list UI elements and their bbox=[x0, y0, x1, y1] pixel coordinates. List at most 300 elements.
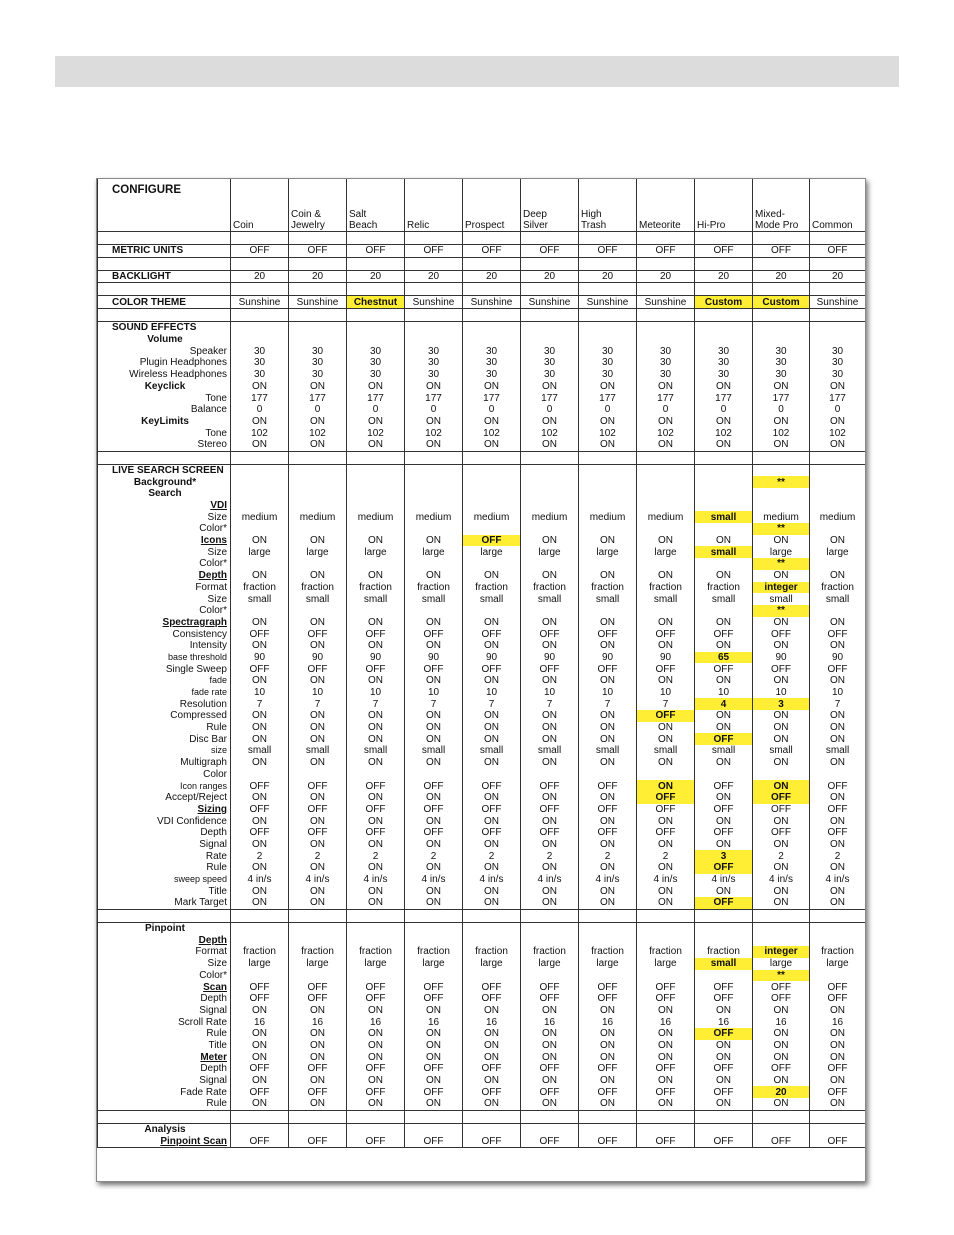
setting-cell bbox=[695, 464, 753, 476]
setting-cell: OFF bbox=[753, 663, 810, 675]
table-row bbox=[98, 885, 866, 897]
setting-cell: ON bbox=[753, 1051, 810, 1063]
setting-cell: 2 bbox=[463, 850, 521, 862]
setting-cell bbox=[405, 523, 463, 535]
row-label: KeyLimits bbox=[98, 416, 231, 428]
setting-cell bbox=[289, 257, 347, 270]
row-label: base threshold bbox=[98, 652, 231, 664]
setting-cell: large bbox=[463, 958, 521, 970]
setting-cell: 20 bbox=[521, 270, 579, 283]
setting-cell: 102 bbox=[753, 427, 810, 439]
column-header: Relic bbox=[405, 179, 463, 232]
setting-cell: OFF bbox=[289, 628, 347, 640]
setting-cell: ON bbox=[637, 1040, 695, 1052]
setting-cell: ON bbox=[231, 416, 289, 428]
setting-cell: ON bbox=[231, 1005, 289, 1017]
setting-cell: fraction bbox=[463, 582, 521, 594]
setting-cell: ON bbox=[347, 675, 405, 687]
row-label bbox=[98, 232, 231, 245]
setting-cell bbox=[753, 1123, 810, 1135]
setting-cell: 16 bbox=[695, 1016, 753, 1028]
setting-cell: ON bbox=[753, 885, 810, 897]
setting-cell: ON bbox=[579, 1075, 637, 1087]
setting-cell: fraction bbox=[637, 582, 695, 594]
row-label: Disc Bar bbox=[98, 733, 231, 745]
setting-cell: 0 bbox=[463, 404, 521, 416]
setting-cell bbox=[231, 769, 289, 781]
setting-cell: ON bbox=[579, 862, 637, 874]
row-label: Fade Rate bbox=[98, 1086, 231, 1098]
setting-cell: 30 bbox=[347, 369, 405, 381]
setting-cell: ON bbox=[695, 1051, 753, 1063]
setting-cell: ON bbox=[231, 792, 289, 804]
setting-cell: medium bbox=[810, 511, 866, 523]
setting-cell: OFF bbox=[695, 981, 753, 993]
setting-cell: small bbox=[695, 546, 753, 558]
setting-cell: small bbox=[405, 745, 463, 757]
setting-cell: ON bbox=[405, 640, 463, 652]
setting-cell: 10 bbox=[231, 687, 289, 699]
setting-cell: ON bbox=[289, 1075, 347, 1087]
setting-cell bbox=[810, 309, 866, 322]
setting-cell: ON bbox=[753, 1040, 810, 1052]
setting-cell bbox=[521, 322, 579, 334]
setting-cell: ON bbox=[810, 1040, 866, 1052]
table-row bbox=[98, 369, 866, 381]
setting-cell bbox=[347, 558, 405, 570]
setting-cell: ON bbox=[753, 381, 810, 393]
setting-cell: ON bbox=[231, 617, 289, 629]
setting-cell bbox=[347, 322, 405, 334]
setting-cell: OFF bbox=[695, 897, 753, 909]
setting-cell: ON bbox=[347, 617, 405, 629]
setting-cell: OFF bbox=[810, 993, 866, 1005]
setting-cell: OFF bbox=[405, 827, 463, 839]
setting-cell: 10 bbox=[463, 687, 521, 699]
row-label: Depth bbox=[98, 827, 231, 839]
row-label: Plugin Headphones bbox=[98, 357, 231, 369]
row-label: Title bbox=[98, 885, 231, 897]
row-label: Rule bbox=[98, 1098, 231, 1110]
setting-cell: ON bbox=[231, 885, 289, 897]
setting-cell bbox=[347, 476, 405, 488]
setting-cell bbox=[231, 322, 289, 334]
setting-cell bbox=[637, 1123, 695, 1135]
setting-cell: ON bbox=[289, 439, 347, 451]
setting-cell: ON bbox=[810, 535, 866, 547]
table-row bbox=[98, 1086, 866, 1098]
table-row bbox=[98, 617, 866, 629]
setting-cell: ON bbox=[810, 439, 866, 451]
table-row bbox=[98, 757, 866, 769]
setting-cell: 4 in/s bbox=[521, 874, 579, 886]
settings-grid bbox=[97, 179, 866, 1148]
setting-cell bbox=[521, 257, 579, 270]
setting-cell: OFF bbox=[347, 245, 405, 258]
setting-cell: ON bbox=[463, 792, 521, 804]
setting-cell: OFF bbox=[753, 1135, 810, 1147]
setting-cell: 0 bbox=[405, 404, 463, 416]
setting-cell bbox=[289, 322, 347, 334]
setting-cell: OFF bbox=[637, 792, 695, 804]
setting-cell: OFF bbox=[695, 733, 753, 745]
setting-cell: ON bbox=[405, 439, 463, 451]
setting-cell: small bbox=[695, 511, 753, 523]
setting-cell: ON bbox=[810, 897, 866, 909]
setting-cell bbox=[810, 934, 866, 946]
setting-cell: ON bbox=[579, 897, 637, 909]
row-label: Color bbox=[98, 769, 231, 781]
table-row bbox=[98, 535, 866, 547]
setting-cell: integer bbox=[753, 582, 810, 594]
setting-cell: 30 bbox=[579, 345, 637, 357]
row-label: Title bbox=[98, 1040, 231, 1052]
setting-cell bbox=[289, 232, 347, 245]
table-row bbox=[98, 593, 866, 605]
setting-cell: small bbox=[231, 593, 289, 605]
setting-cell bbox=[231, 257, 289, 270]
setting-cell: small bbox=[637, 745, 695, 757]
setting-cell bbox=[231, 451, 289, 464]
table-row bbox=[98, 523, 866, 535]
setting-cell: 102 bbox=[810, 427, 866, 439]
setting-cell: 20 bbox=[810, 270, 866, 283]
row-label: LIVE SEARCH SCREEN bbox=[98, 464, 231, 476]
setting-cell: small bbox=[521, 745, 579, 757]
setting-cell: large bbox=[289, 958, 347, 970]
setting-cell: small bbox=[753, 745, 810, 757]
setting-cell: ON bbox=[405, 1028, 463, 1040]
setting-cell bbox=[405, 257, 463, 270]
setting-cell: OFF bbox=[463, 1135, 521, 1147]
setting-cell: OFF bbox=[289, 245, 347, 258]
setting-cell: OFF bbox=[347, 1135, 405, 1147]
setting-cell bbox=[810, 322, 866, 334]
row-label bbox=[98, 283, 231, 296]
setting-cell bbox=[289, 970, 347, 982]
setting-cell: ON bbox=[463, 640, 521, 652]
setting-cell: OFF bbox=[637, 993, 695, 1005]
setting-cell: 177 bbox=[347, 392, 405, 404]
setting-cell: OFF bbox=[347, 993, 405, 1005]
setting-cell: ON bbox=[347, 439, 405, 451]
setting-cell bbox=[347, 309, 405, 322]
setting-cell: ON bbox=[753, 1028, 810, 1040]
setting-cell: OFF bbox=[695, 1063, 753, 1075]
setting-cell: 2 bbox=[289, 850, 347, 862]
setting-cell: ON bbox=[810, 570, 866, 582]
setting-cell: ON bbox=[810, 885, 866, 897]
setting-cell bbox=[405, 334, 463, 346]
setting-cell bbox=[579, 283, 637, 296]
setting-cell: small bbox=[347, 745, 405, 757]
setting-cell: ON bbox=[637, 675, 695, 687]
setting-cell bbox=[463, 922, 521, 934]
setting-cell: OFF bbox=[810, 827, 866, 839]
setting-cell: 177 bbox=[405, 392, 463, 404]
setting-cell bbox=[405, 922, 463, 934]
setting-cell: ON bbox=[521, 897, 579, 909]
setting-cell: OFF bbox=[753, 245, 810, 258]
table-row bbox=[98, 640, 866, 652]
setting-cell: ON bbox=[810, 757, 866, 769]
setting-cell: OFF bbox=[463, 993, 521, 1005]
table-row bbox=[98, 570, 866, 582]
setting-cell: ON bbox=[289, 839, 347, 851]
setting-cell: ON bbox=[231, 675, 289, 687]
setting-cell: 16 bbox=[521, 1016, 579, 1028]
setting-cell: ON bbox=[695, 722, 753, 734]
setting-cell: 4 in/s bbox=[463, 874, 521, 886]
setting-cell: 90 bbox=[753, 652, 810, 664]
setting-cell: OFF bbox=[463, 1086, 521, 1098]
setting-cell: ON bbox=[521, 710, 579, 722]
setting-cell: 30 bbox=[289, 345, 347, 357]
row-label: Single Sweep bbox=[98, 663, 231, 675]
setting-cell bbox=[347, 922, 405, 934]
setting-cell: OFF bbox=[695, 245, 753, 258]
setting-cell: Sunshine bbox=[579, 296, 637, 309]
setting-cell: OFF bbox=[695, 780, 753, 792]
row-label: Scan bbox=[98, 981, 231, 993]
setting-cell: integer bbox=[753, 946, 810, 958]
setting-cell: large bbox=[289, 546, 347, 558]
setting-cell bbox=[521, 334, 579, 346]
setting-cell: 30 bbox=[405, 345, 463, 357]
setting-cell bbox=[347, 451, 405, 464]
setting-cell: fraction bbox=[637, 946, 695, 958]
setting-cell: OFF bbox=[753, 981, 810, 993]
setting-cell bbox=[405, 1110, 463, 1123]
setting-cell bbox=[463, 909, 521, 922]
setting-cell: ON bbox=[579, 885, 637, 897]
setting-cell: 7 bbox=[463, 698, 521, 710]
setting-cell bbox=[579, 934, 637, 946]
setting-cell bbox=[637, 322, 695, 334]
setting-cell: OFF bbox=[810, 804, 866, 816]
row-label: Pinpoint Scan bbox=[98, 1135, 231, 1147]
setting-cell: 177 bbox=[231, 392, 289, 404]
row-label bbox=[98, 309, 231, 322]
setting-cell: 30 bbox=[579, 357, 637, 369]
setting-cell: OFF bbox=[521, 780, 579, 792]
spacer-row bbox=[98, 257, 866, 270]
setting-cell: ON bbox=[753, 733, 810, 745]
setting-cell: ON bbox=[579, 733, 637, 745]
table-row bbox=[98, 558, 866, 570]
setting-cell: ON bbox=[289, 1098, 347, 1110]
setting-cell: ON bbox=[521, 885, 579, 897]
setting-cell: ON bbox=[753, 839, 810, 851]
setting-cell bbox=[521, 476, 579, 488]
setting-cell bbox=[231, 476, 289, 488]
setting-cell bbox=[579, 322, 637, 334]
setting-cell: OFF bbox=[637, 663, 695, 675]
setting-cell: ON bbox=[405, 792, 463, 804]
setting-cell bbox=[463, 283, 521, 296]
row-label: sweep speed bbox=[98, 874, 231, 886]
setting-cell bbox=[810, 283, 866, 296]
setting-cell: 10 bbox=[810, 687, 866, 699]
setting-cell: OFF bbox=[810, 780, 866, 792]
row-label: Search bbox=[98, 488, 231, 500]
setting-cell: small bbox=[579, 745, 637, 757]
setting-cell: OFF bbox=[637, 1063, 695, 1075]
setting-cell bbox=[347, 970, 405, 982]
setting-cell bbox=[521, 488, 579, 500]
setting-cell: OFF bbox=[637, 804, 695, 816]
setting-cell: OFF bbox=[463, 245, 521, 258]
setting-cell: ON bbox=[579, 792, 637, 804]
setting-cell: ON bbox=[231, 640, 289, 652]
setting-cell: 20 bbox=[405, 270, 463, 283]
row-label: Scroll Rate bbox=[98, 1016, 231, 1028]
setting-cell bbox=[637, 605, 695, 617]
setting-cell: ON bbox=[231, 1051, 289, 1063]
setting-cell: 177 bbox=[753, 392, 810, 404]
setting-cell bbox=[521, 523, 579, 535]
setting-cell: OFF bbox=[347, 1063, 405, 1075]
setting-cell: OFF bbox=[579, 780, 637, 792]
setting-cell bbox=[579, 500, 637, 512]
setting-cell: large bbox=[637, 958, 695, 970]
setting-cell: ON bbox=[405, 570, 463, 582]
setting-cell: fraction bbox=[695, 946, 753, 958]
spacer-row bbox=[98, 309, 866, 322]
setting-cell: 177 bbox=[695, 392, 753, 404]
setting-cell: 102 bbox=[463, 427, 521, 439]
setting-cell: ON bbox=[231, 1098, 289, 1110]
setting-cell: ON bbox=[810, 1028, 866, 1040]
table-row bbox=[98, 427, 866, 439]
row-label: Color* bbox=[98, 558, 231, 570]
setting-cell bbox=[347, 232, 405, 245]
setting-cell: small bbox=[695, 958, 753, 970]
row-label: Tone bbox=[98, 427, 231, 439]
table-row bbox=[98, 874, 866, 886]
row-label: Format bbox=[98, 582, 231, 594]
setting-cell: ON bbox=[753, 780, 810, 792]
table-row bbox=[98, 839, 866, 851]
row-label: SOUND EFFECTS bbox=[98, 322, 231, 334]
setting-cell: 90 bbox=[347, 652, 405, 664]
setting-cell: OFF bbox=[405, 780, 463, 792]
row-label: Signal bbox=[98, 839, 231, 851]
setting-cell bbox=[637, 451, 695, 464]
setting-cell: OFF bbox=[637, 628, 695, 640]
setting-cell: 4 in/s bbox=[289, 874, 347, 886]
setting-cell: 30 bbox=[579, 369, 637, 381]
setting-cell: ON bbox=[463, 1005, 521, 1017]
row-label: Tone bbox=[98, 392, 231, 404]
setting-cell bbox=[463, 476, 521, 488]
setting-cell: ON bbox=[289, 381, 347, 393]
setting-cell: OFF bbox=[405, 993, 463, 1005]
setting-cell: 0 bbox=[810, 404, 866, 416]
setting-cell bbox=[695, 334, 753, 346]
row-label: Size bbox=[98, 511, 231, 523]
setting-cell: large bbox=[347, 958, 405, 970]
setting-cell bbox=[405, 909, 463, 922]
setting-cell: ON bbox=[347, 722, 405, 734]
row-label: VDI bbox=[98, 500, 231, 512]
setting-cell: small bbox=[695, 745, 753, 757]
setting-cell: 16 bbox=[810, 1016, 866, 1028]
setting-cell: small bbox=[753, 593, 810, 605]
setting-cell: OFF bbox=[231, 245, 289, 258]
setting-cell bbox=[579, 909, 637, 922]
setting-cell: medium bbox=[405, 511, 463, 523]
setting-cell: ON bbox=[405, 839, 463, 851]
setting-cell: fraction bbox=[810, 582, 866, 594]
table-row bbox=[98, 922, 866, 934]
setting-cell: 30 bbox=[405, 369, 463, 381]
setting-cell: ON bbox=[753, 675, 810, 687]
setting-cell: Sunshine bbox=[810, 296, 866, 309]
setting-cell bbox=[347, 1110, 405, 1123]
setting-cell bbox=[521, 283, 579, 296]
setting-cell: ON bbox=[231, 1075, 289, 1087]
setting-cell: fraction bbox=[347, 582, 405, 594]
table-row bbox=[98, 827, 866, 839]
setting-cell bbox=[695, 309, 753, 322]
setting-cell: 90 bbox=[810, 652, 866, 664]
setting-cell: ON bbox=[289, 1005, 347, 1017]
setting-cell: medium bbox=[289, 511, 347, 523]
row-label: Icon ranges bbox=[98, 780, 231, 792]
setting-cell: 10 bbox=[753, 687, 810, 699]
row-label: Rule bbox=[98, 1028, 231, 1040]
setting-cell: ON bbox=[810, 640, 866, 652]
setting-cell: OFF bbox=[463, 780, 521, 792]
setting-cell: 30 bbox=[231, 357, 289, 369]
setting-cell: fraction bbox=[289, 582, 347, 594]
setting-cell: ON bbox=[637, 1098, 695, 1110]
row-label: Speaker bbox=[98, 345, 231, 357]
setting-cell: ON bbox=[521, 570, 579, 582]
setting-cell: large bbox=[810, 546, 866, 558]
setting-cell bbox=[463, 970, 521, 982]
setting-cell bbox=[347, 1123, 405, 1135]
setting-cell: fraction bbox=[231, 582, 289, 594]
setting-cell: ON bbox=[405, 1098, 463, 1110]
row-label: Rule bbox=[98, 862, 231, 874]
setting-cell: 20 bbox=[753, 1086, 810, 1098]
setting-cell: Sunshine bbox=[463, 296, 521, 309]
setting-cell: 90 bbox=[521, 652, 579, 664]
setting-cell: 102 bbox=[695, 427, 753, 439]
setting-cell: 7 bbox=[347, 698, 405, 710]
setting-cell: ON bbox=[521, 757, 579, 769]
spacer-row bbox=[98, 451, 866, 464]
setting-cell: 10 bbox=[521, 687, 579, 699]
setting-cell: ON bbox=[695, 792, 753, 804]
setting-cell: OFF bbox=[695, 993, 753, 1005]
setting-cell: Custom bbox=[753, 296, 810, 309]
setting-cell: 20 bbox=[347, 270, 405, 283]
setting-cell: 65 bbox=[695, 652, 753, 664]
setting-cell bbox=[637, 309, 695, 322]
setting-cell: OFF bbox=[579, 663, 637, 675]
setting-cell: large bbox=[347, 546, 405, 558]
row-label: Volume bbox=[98, 334, 231, 346]
table-row bbox=[98, 416, 866, 428]
setting-cell: OFF bbox=[753, 1063, 810, 1075]
setting-cell: OFF bbox=[289, 780, 347, 792]
table-title: CONFIGURE bbox=[98, 179, 231, 232]
setting-cell: OFF bbox=[347, 780, 405, 792]
setting-cell bbox=[579, 334, 637, 346]
